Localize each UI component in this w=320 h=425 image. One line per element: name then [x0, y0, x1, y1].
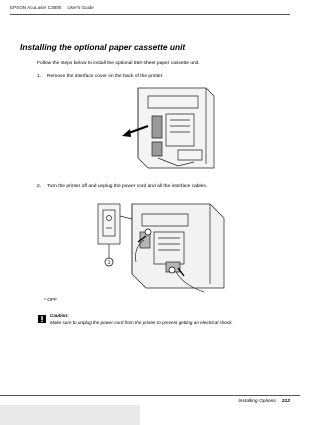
caution-text: Make sure to unplug the power cord from the printer to prevent getting an electrical shock. [50, 320, 233, 325]
step-2-text: Turn the printer off and unplug the power cord and all the interface cables. [47, 184, 208, 189]
step-2 [37, 184, 207, 189]
page-footer [238, 399, 290, 404]
callout-marker-1 [145, 229, 151, 235]
footer-tab [0, 405, 140, 425]
step-2-number: 2. [37, 184, 42, 189]
header-rule [10, 14, 290, 15]
caution-title: Caution: [50, 313, 69, 318]
figure-unplug-power-cord [92, 196, 232, 296]
callout-number: 1 [107, 260, 111, 266]
header-guide: User's Guide [67, 5, 94, 10]
footer-chapter: Installing Options [238, 399, 276, 404]
figure-legend-off: * OFF [44, 298, 58, 303]
caution-icon [38, 315, 46, 323]
section-title: Installing the optional paper cassette unit [20, 42, 186, 52]
callout-marker-2 [169, 267, 175, 273]
step-1-text: Remove the interface cover on the back of the printer. [47, 74, 164, 79]
figure-remove-interface-cover [118, 86, 218, 174]
step-1-number: 1. [37, 74, 42, 79]
step-1 [37, 74, 163, 79]
header-product: EPSON AcuLaser C3800 [10, 5, 62, 10]
intro-text: Follow the steps below to install the optional 550-sheet paper cassette unit. [37, 61, 200, 66]
footer-rule [0, 395, 300, 396]
page-header [10, 5, 94, 10]
page-number: 212 [281, 399, 290, 404]
